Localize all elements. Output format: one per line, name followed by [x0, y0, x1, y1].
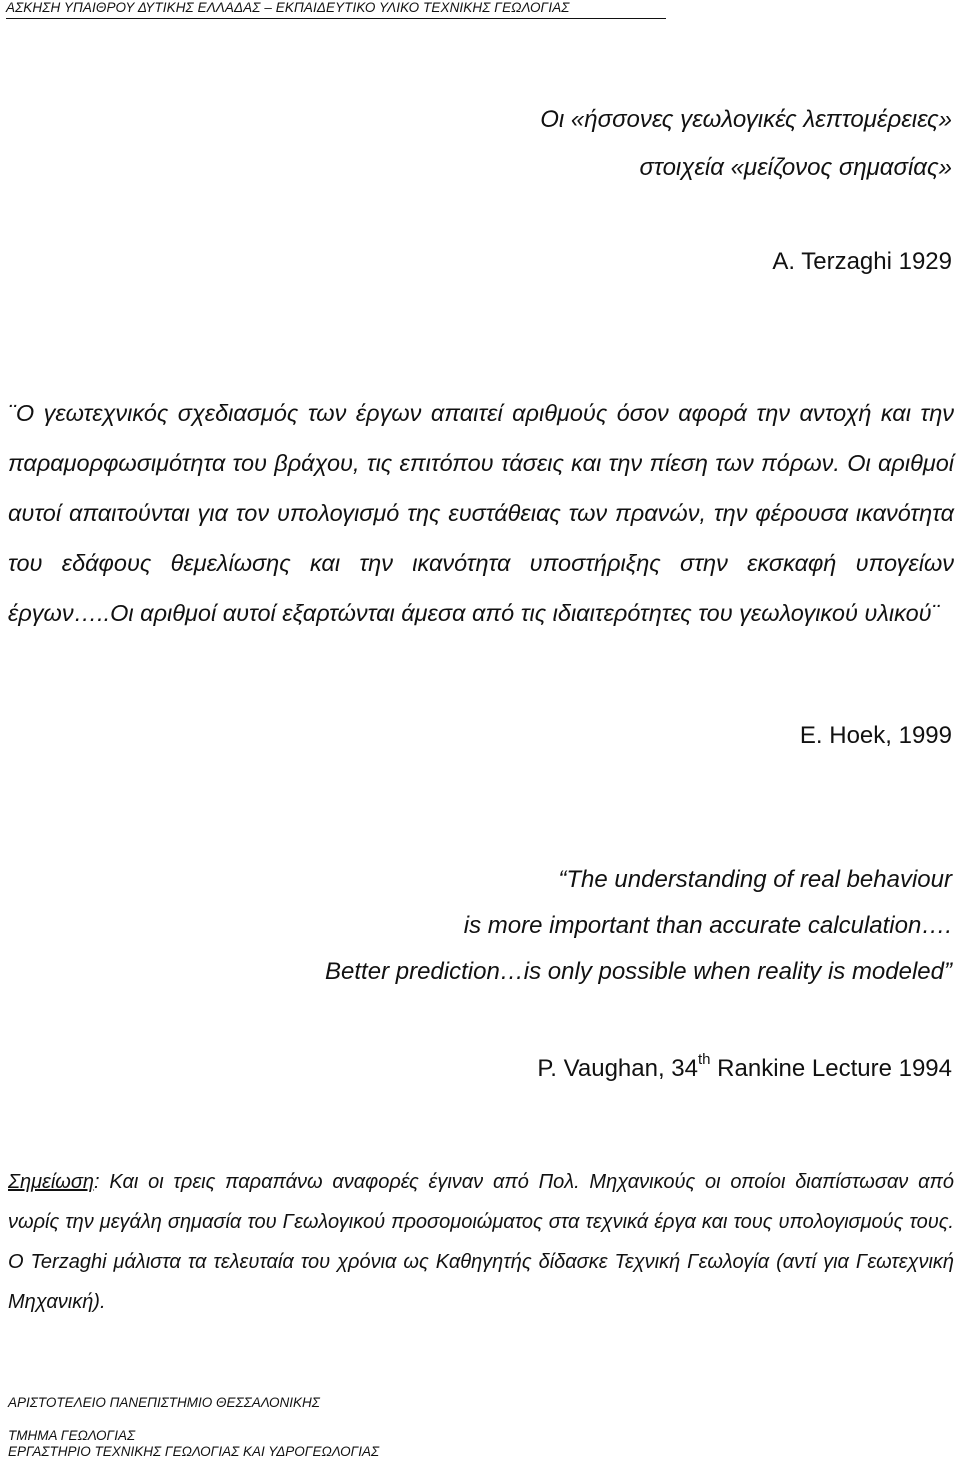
quote3-attribution-post: Rankine Lecture 1994 — [710, 1055, 952, 1082]
footer-university: ΑΡΙΣΤΟΤΕΛΕΙΟ ΠΑΝΕΠΙΣΤΗΜΙΟ ΘΕΣΣΑΛΟΝΙΚΗΣ — [8, 1395, 320, 1410]
quote3-line2: is more important than accurate calculation…. — [463, 912, 952, 939]
quote3-attribution-pre: P. Vaughan, 34 — [537, 1055, 698, 1082]
footer-lab: ΕΡΓΑΣΤΗΡΙΟ ΤΕΧΝΙΚΗΣ ΓΕΩΛΟΓΙΑΣ ΚΑΙ ΥΔΡΟΓΕΩΛΟΓΙΑΣ — [8, 1444, 380, 1459]
quote1-attribution: A. Terzaghi 1929 — [772, 248, 952, 275]
quote3-attribution-sup: th — [697, 1051, 711, 1068]
quote3-line3: Better prediction…is only possible when reality is modeled” — [325, 958, 952, 985]
note-label: Σημείωση — [8, 1171, 95, 1193]
quote2-paragraph: ¨Ο γεωτεχνικός σχεδιασμός των έργων απαιτεί αριθμούς όσον αφορά την αντοχή και την παραμορφωσιμότητα του βράχου, τις επιτόπου τάσεις και την πίεση των πόρων. Οι αριθμοί αυτοί απαιτούνται για τον υπολογισμό της ευστάθειας των πρανών, την φέρουσα ικανότητα του εδάφους θεμελίωσης και την ικανότητα υποστήριξης στην εκσκαφή υπογείων έργων…..Οι αριθμοί αυτοί εξαρτώνται άμεσα από τις ιδιαιτερότητες του γεωλογικού υλικού¨ — [8, 400, 954, 626]
note-paragraph — [8, 1162, 954, 1322]
footer-department: ΤΜΗΜΑ ΓΕΩΛΟΓΙΑΣ — [8, 1428, 136, 1443]
quote1-line2: στοιχεία «μείζονος σημασίας» — [639, 154, 952, 181]
quote3-attribution — [537, 1051, 952, 1083]
page-header: ΑΣΚΗΣΗ ΥΠΑΙΘΡΟΥ ΔΥΤΙΚΗΣ ΕΛΛΑΔΑΣ – ΕΚΠΑΙΔΕΥΤΙΚΟ ΥΛΙΚΟ ΤΕΧΝΙΚΗΣ ΓΕΩΛΟΓΙΑΣ — [6, 0, 666, 19]
quote2-attribution: E. Hoek, 1999 — [799, 722, 952, 749]
quote3-line1: “The understanding of real behaviour — [558, 866, 952, 893]
quote1-line1: Οι «ήσσονες γεωλογικές λεπτομέρειες» — [540, 106, 952, 133]
note-text: : Και οι τρεις παραπάνω αναφορές έγιναν από Πολ. Μηχανικούς οι οποίοι διαπίστωσαν από νωρίς την μεγάλη σημασία του Γεωλογικού προσομοιώματος στα τεχνικά έργα και τους υπολογισμούς τους. Ο Terzaghi μάλιστα τα τελευταία του χρόνια ως Καθηγητής δίδασκε Τεχνική Γεωλογία (αντί για Γεωτεχνική Μηχανική). — [8, 1171, 954, 1313]
